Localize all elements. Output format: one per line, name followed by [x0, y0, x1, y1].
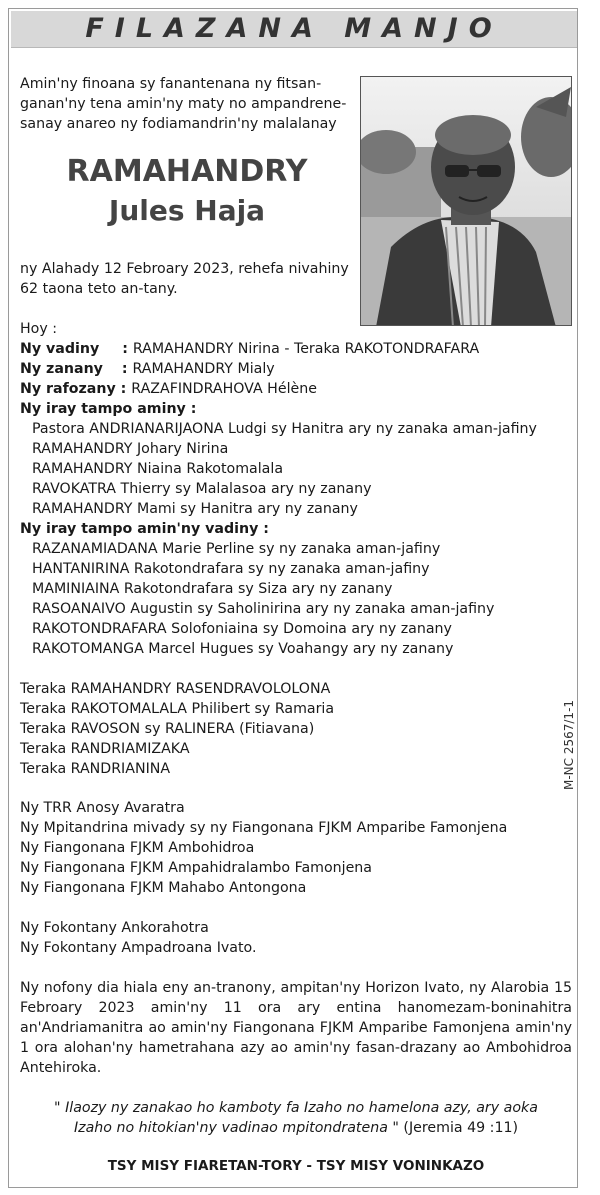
family-sep: : — [115, 381, 132, 397]
intro-line-3: sanay anareo ny fodiamandrin'ny malalanay — [20, 116, 337, 132]
hoy-label: Hoy : — [20, 321, 58, 337]
header-banner — [11, 11, 577, 48]
sibling-item: Pastora ANDRIANARIJAONA Ludgi sy Hanitra ary ny zanaka aman-jafiny — [32, 421, 537, 437]
intro-line-1: Amin'ny finoana sy fanantenana ny fitsan- — [20, 76, 322, 92]
funeral-paragraph: Ny nofony dia hiala eny an-tranony, ampitan'ny Horizon Ivato, ny Alarobia 15 Febroary 2023 amin'ny 11 ora ary entina hanomezam-boninahitra an'Andriamanitra ao amin'ny Fiangonana FJKM Amparibe Famonjena amin'ny 1 ora alohan'ny hametrahana azy ao amin'ny fasan-drazany ao Ambohidroa Antehiroka. — [20, 980, 572, 1076]
deceased-photo — [360, 76, 572, 326]
teraka-item: Teraka RANDRIANINA — [20, 761, 171, 777]
death-line-2: 62 taona teto an-tany. — [20, 281, 178, 297]
sibling-item: RAMAHANDRY Mami sy Hanitra ary ny zanany — [32, 501, 358, 517]
inlaw-item: HANTANIRINA Rakotondrafara sy ny zanaka aman-jafiny — [32, 561, 430, 577]
death-line-1: ny Alahady 12 Febroary 2023, rehefa nivahiny — [20, 261, 349, 277]
fokontany-item: Ny Fokontany Ampadroana Ivato. — [20, 940, 257, 956]
footer-note: TSY MISY FIARETAN-TORY - TSY MISY VONINKAZO — [107, 1158, 485, 1174]
intro-line-2: ganan'ny tena amin'ny maty no ampandrene- — [20, 96, 347, 112]
deceased-surname: RAMAHANDRY — [66, 154, 308, 189]
sibling-item: RAMAHANDRY Johary Nirina — [32, 441, 229, 457]
bible-quote — [20, 1098, 572, 1138]
inlaw-item: MAMINIAINA Rakotondrafara sy Siza ary ny zanany — [32, 581, 393, 597]
deceased-given-name: Jules Haja — [108, 194, 266, 227]
church-item: Ny TRR Anosy Avaratra — [20, 800, 185, 816]
quote-line-2: Izaho no hitokian'ny vadinao mpitondratena " — [73, 1120, 399, 1136]
family-row-spouse — [20, 339, 479, 359]
inlaw-item: RAZANAMIADANA Marie Perline sy ny zanaka aman-jafiny — [32, 541, 441, 557]
teraka-item: Teraka RANDRIAMIZAKA — [20, 741, 190, 757]
family-label: Ny vadiny — [20, 341, 100, 357]
teraka-item: Teraka RAKOTOMALALA Philibert sy Ramaria — [20, 701, 335, 717]
family-label: Ny rafozany — [20, 381, 116, 397]
family-value: RAMAHANDRY Nirina - Teraka RAKOTONDRAFARA — [132, 341, 480, 357]
teraka-item: Teraka RAVOSON sy RALINERA (Fitiavana) — [20, 721, 315, 737]
inlaws-label: Ny iray tampo amin'ny vadiny : — [20, 521, 269, 537]
family-sep: : — [117, 341, 133, 357]
inlaw-item: RAKOTOMANGA Marcel Hugues sy Voahangy ary ny zanany — [32, 641, 454, 657]
family-value: RAMAHANDRY Mialy — [132, 361, 275, 377]
header-title: FILAZANA MANJO — [85, 13, 503, 44]
church-item: Ny Fiangonana FJKM Mahabo Antongona — [20, 880, 307, 896]
family-row-inlaws-parents — [20, 379, 317, 399]
portrait-illustration — [361, 77, 572, 326]
church-item: Ny Fiangonana FJKM Ampahidralambo Famonjena — [20, 860, 372, 876]
fokontany-item: Ny Fokontany Ankorahotra — [20, 920, 209, 936]
inlaw-item: RASOANAIVO Augustin sy Saholinirina ary ny zanaka aman-jafiny — [32, 601, 495, 617]
family-value: RAZAFINDRAHOVA Hélène — [131, 381, 317, 397]
family-sep: : — [116, 361, 133, 377]
church-item: Ny Mpitandrina mivady sy ny Fiangonana FJKM Amparibe Famonjena — [20, 820, 508, 836]
sibling-item: RAVOKATRA Thierry sy Malalasoa ary ny zanany — [32, 481, 372, 497]
family-row-children — [20, 359, 275, 379]
siblings-label: Ny iray tampo aminy : — [20, 401, 197, 417]
inlaw-item: RAKOTONDRAFARA Solofoniaina sy Domoina ary ny zanany — [32, 621, 452, 637]
quote-line-1: " Ilaozy ny zanakao ho kamboty fa Izaho no hamelona azy, ary aoka — [54, 1100, 538, 1116]
church-item: Ny Fiangonana FJKM Ambohidroa — [20, 840, 255, 856]
sibling-item: RAMAHANDRY Niaina Rakotomalala — [32, 461, 284, 477]
reference-code: M-NC 2567/1-1 — [562, 699, 576, 790]
teraka-item: Teraka RAMAHANDRY RASENDRAVOLOLONA — [20, 681, 331, 697]
quote-reference: (Jeremia 49 :11) — [398, 1120, 519, 1136]
family-label: Ny zanany — [20, 361, 103, 377]
